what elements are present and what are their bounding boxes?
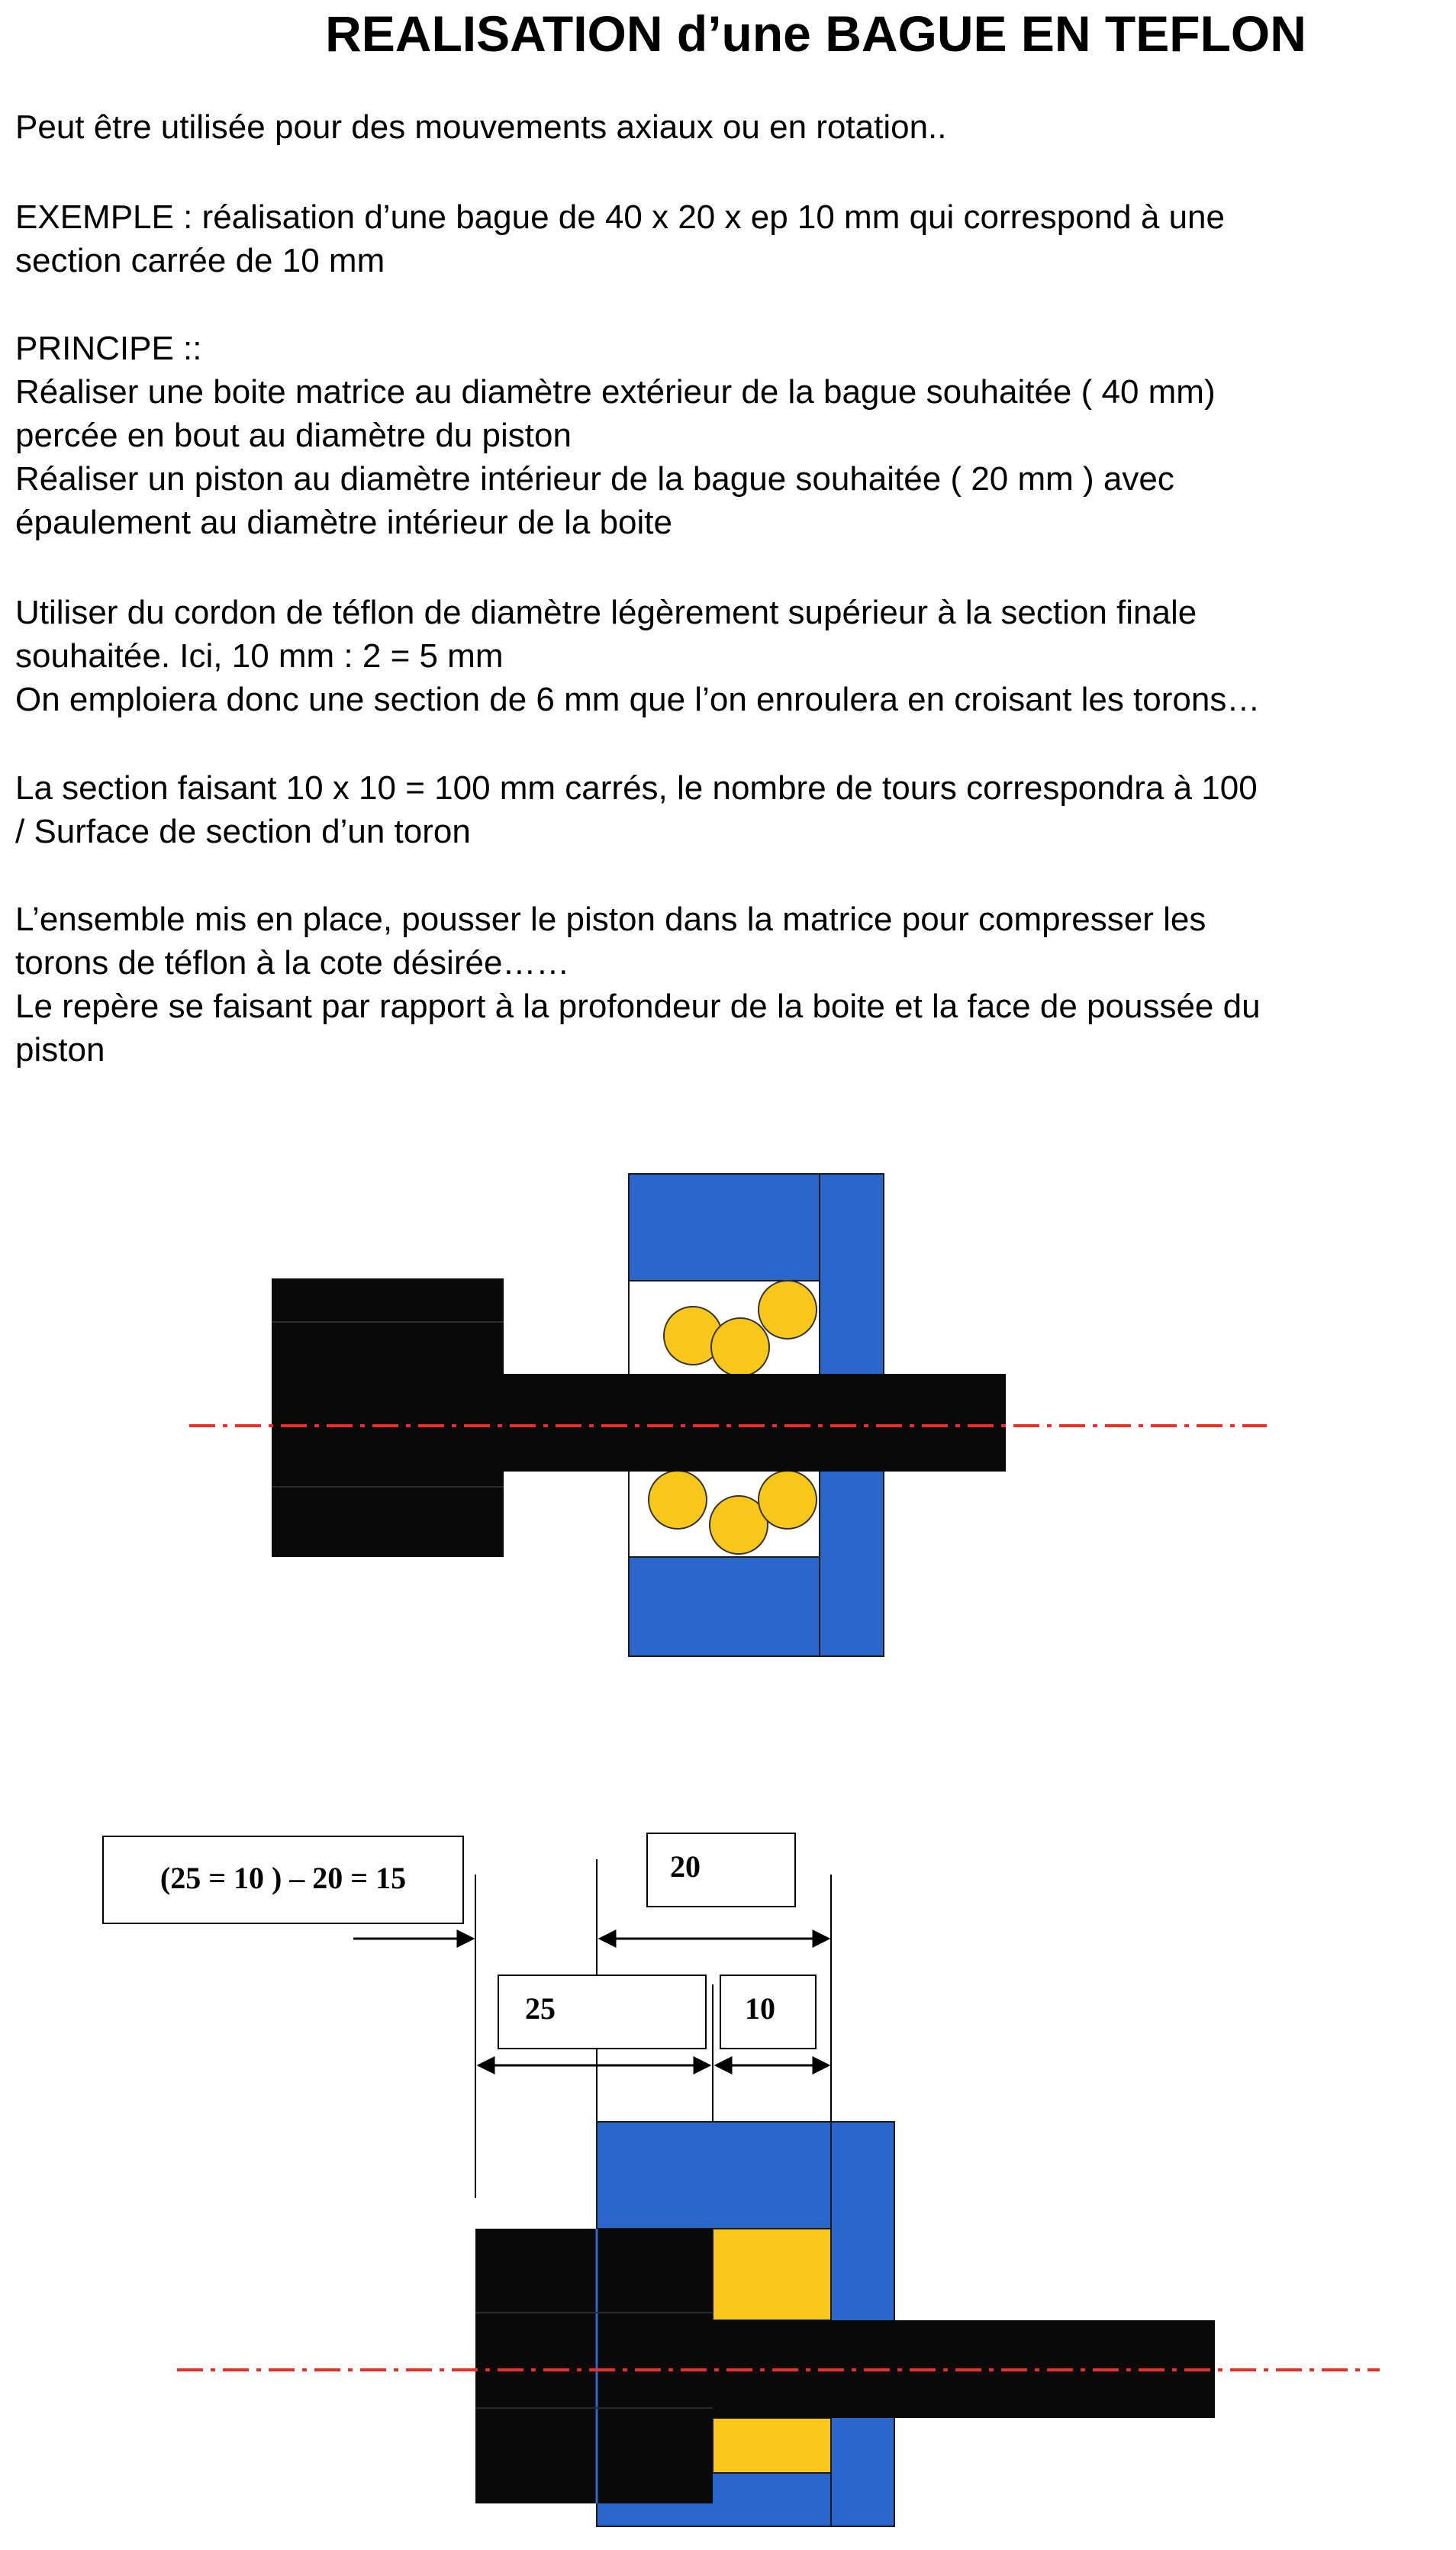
principle-line-3: Réaliser un piston au diamètre intérieur de la bague souhaitée ( 20 mm ) avec [15,460,1174,498]
section-line-2: / Surface de section d’un toron [15,813,471,850]
cord-line-2: souhaitée. Ici, 10 mm : 2 = 5 mm [15,637,504,675]
piston2-head [475,2229,713,2503]
assembly-line-1: L’ensemble mis en place, pousser le piston dans la matrice pour compresser les [15,901,1206,938]
assembly-line-2: torons de téflon à la cote désirée…… [15,944,570,982]
cord-line-3: On emploiera donc une section de 6 mm que l’on enroulera en croisant les torons… [15,681,1261,718]
principle-line-1: Réaliser une boite matrice au diamètre extérieur de la bague souhaitée ( 40 mm) [15,373,1216,411]
assembly-line-4: piston [15,1031,105,1069]
example-line-2: section carrée de 10 mm [15,242,385,279]
principle-line-4: épaulement au diamètre intérieur de la boite [15,504,672,541]
principle-heading: PRINCIPE :: [15,330,202,367]
section-line-1: La section faisant 10 x 10 = 100 mm carrés, le nombre de tours correspondra à 100 [15,769,1258,807]
dim-25-label: 25 [525,1991,556,2026]
principle-line-2: percée en bout au diamètre du piston [15,417,572,454]
assembly-line-3: Le repère se faisant par rapport à la profondeur de la boite et la face de poussée du [15,988,1261,1025]
formula-label: (25 = 10 ) – 20 = 15 [159,1861,407,1896]
intro-line: Peut être utilisée pour des mouvements axiaux ou en rotation.. [15,108,947,146]
dim-20-label: 20 [670,1849,701,1884]
cord-line-1: Utiliser du cordon de téflon de diamètre légèrement supérieur à la section finale [15,594,1197,631]
teflon-compressed-bottom [713,2418,831,2473]
teflon-compressed-top [713,2229,831,2320]
example-line-1: EXEMPLE : réalisation d’une bague de 40 x 20 x ep 10 mm qui correspond à une [15,198,1225,236]
page-title: REALISATION d’une BAGUE EN TEFLON [325,5,1306,62]
dim-10-label: 10 [745,1991,775,2026]
